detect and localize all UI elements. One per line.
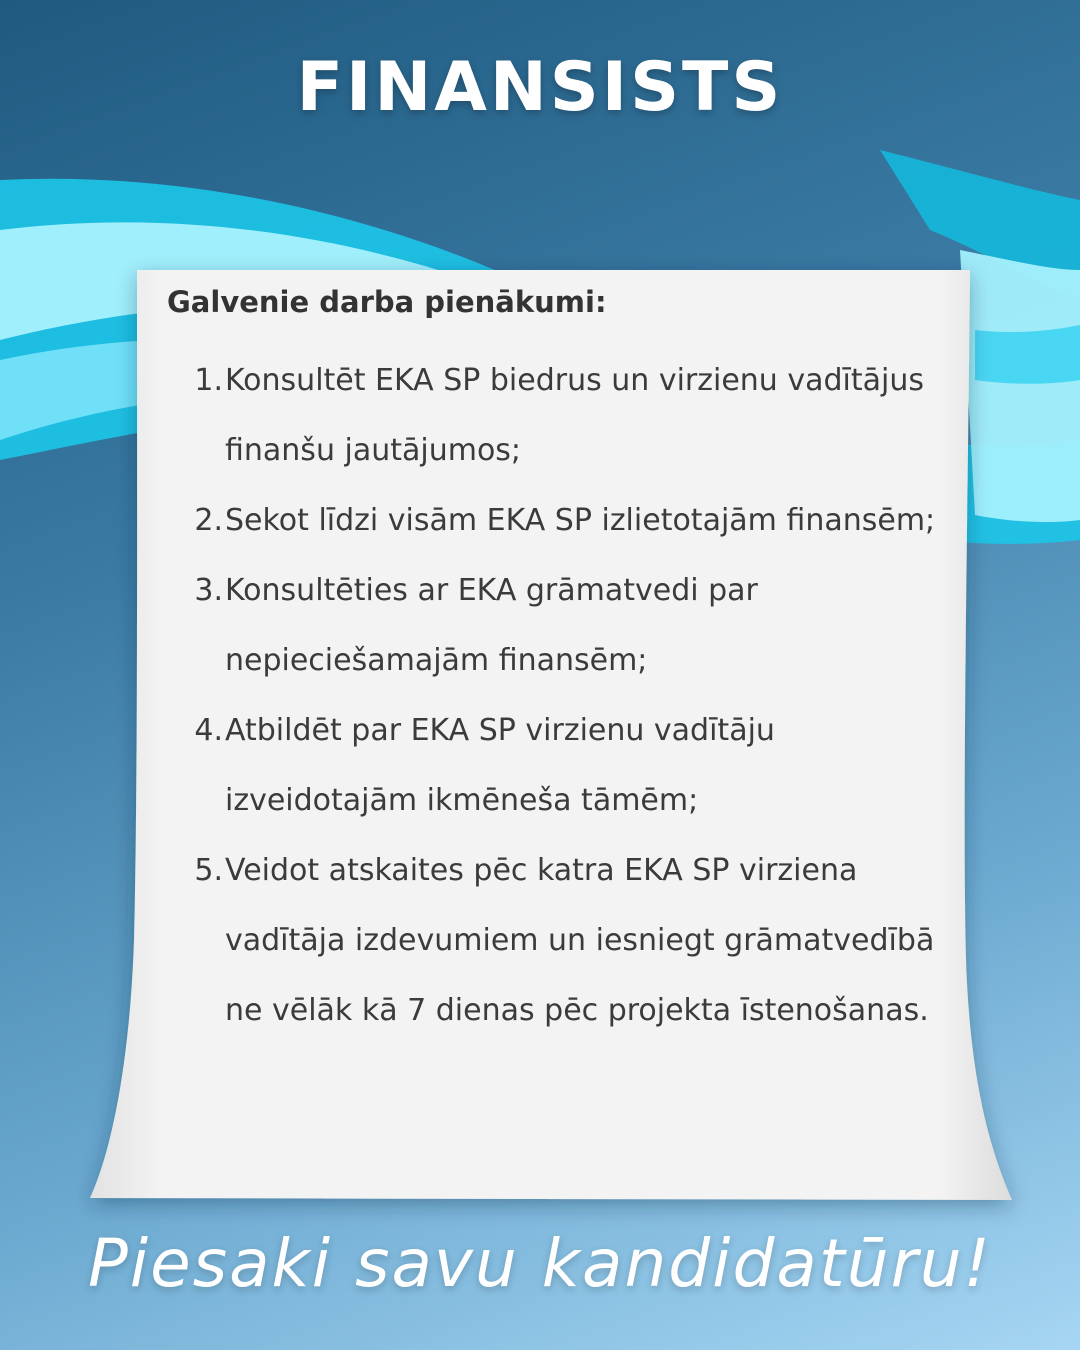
- duty-item: [167, 836, 967, 1046]
- duty-number: 4.: [194, 713, 223, 748]
- duty-text: Veidot atskaites pēc katra EKA SP virziena vadītāja izdevumiem un iesniegt grāmatvedībā ne vēlāk kā 7 dienas pēc projekta īstenošanas.: [225, 853, 935, 1028]
- duty-number: 1.: [194, 363, 223, 398]
- duty-number: 3.: [194, 573, 223, 608]
- duty-item: [167, 486, 967, 556]
- duty-text: Konsultēt EKA SP biedrus un virzienu vadītājus finanšu jautājumos;: [225, 363, 924, 468]
- duty-item: [167, 696, 967, 836]
- duty-item: [167, 556, 967, 696]
- duty-text: Atbildēt par EKA SP virzienu vadītāju izveidotajām ikmēneša tāmēm;: [225, 713, 775, 818]
- duty-item: [167, 346, 967, 486]
- duty-text: Sekot līdzi visām EKA SP izlietotajām finansēm;: [225, 503, 936, 538]
- apply-call-to-action: Piesaki savu kandidatūru!: [87, 1225, 992, 1302]
- duty-text: Konsultēties ar EKA grāmatvedi par nepieciešamajām finansēm;: [225, 573, 758, 678]
- duties-heading: Galvenie darba pienākumi:: [167, 285, 607, 319]
- page-title: FINANSISTS: [296, 48, 784, 127]
- duties-list: [167, 346, 967, 1046]
- duties-card: [167, 282, 967, 1046]
- duty-number: 5.: [194, 853, 223, 888]
- duty-number: 2.: [194, 503, 223, 538]
